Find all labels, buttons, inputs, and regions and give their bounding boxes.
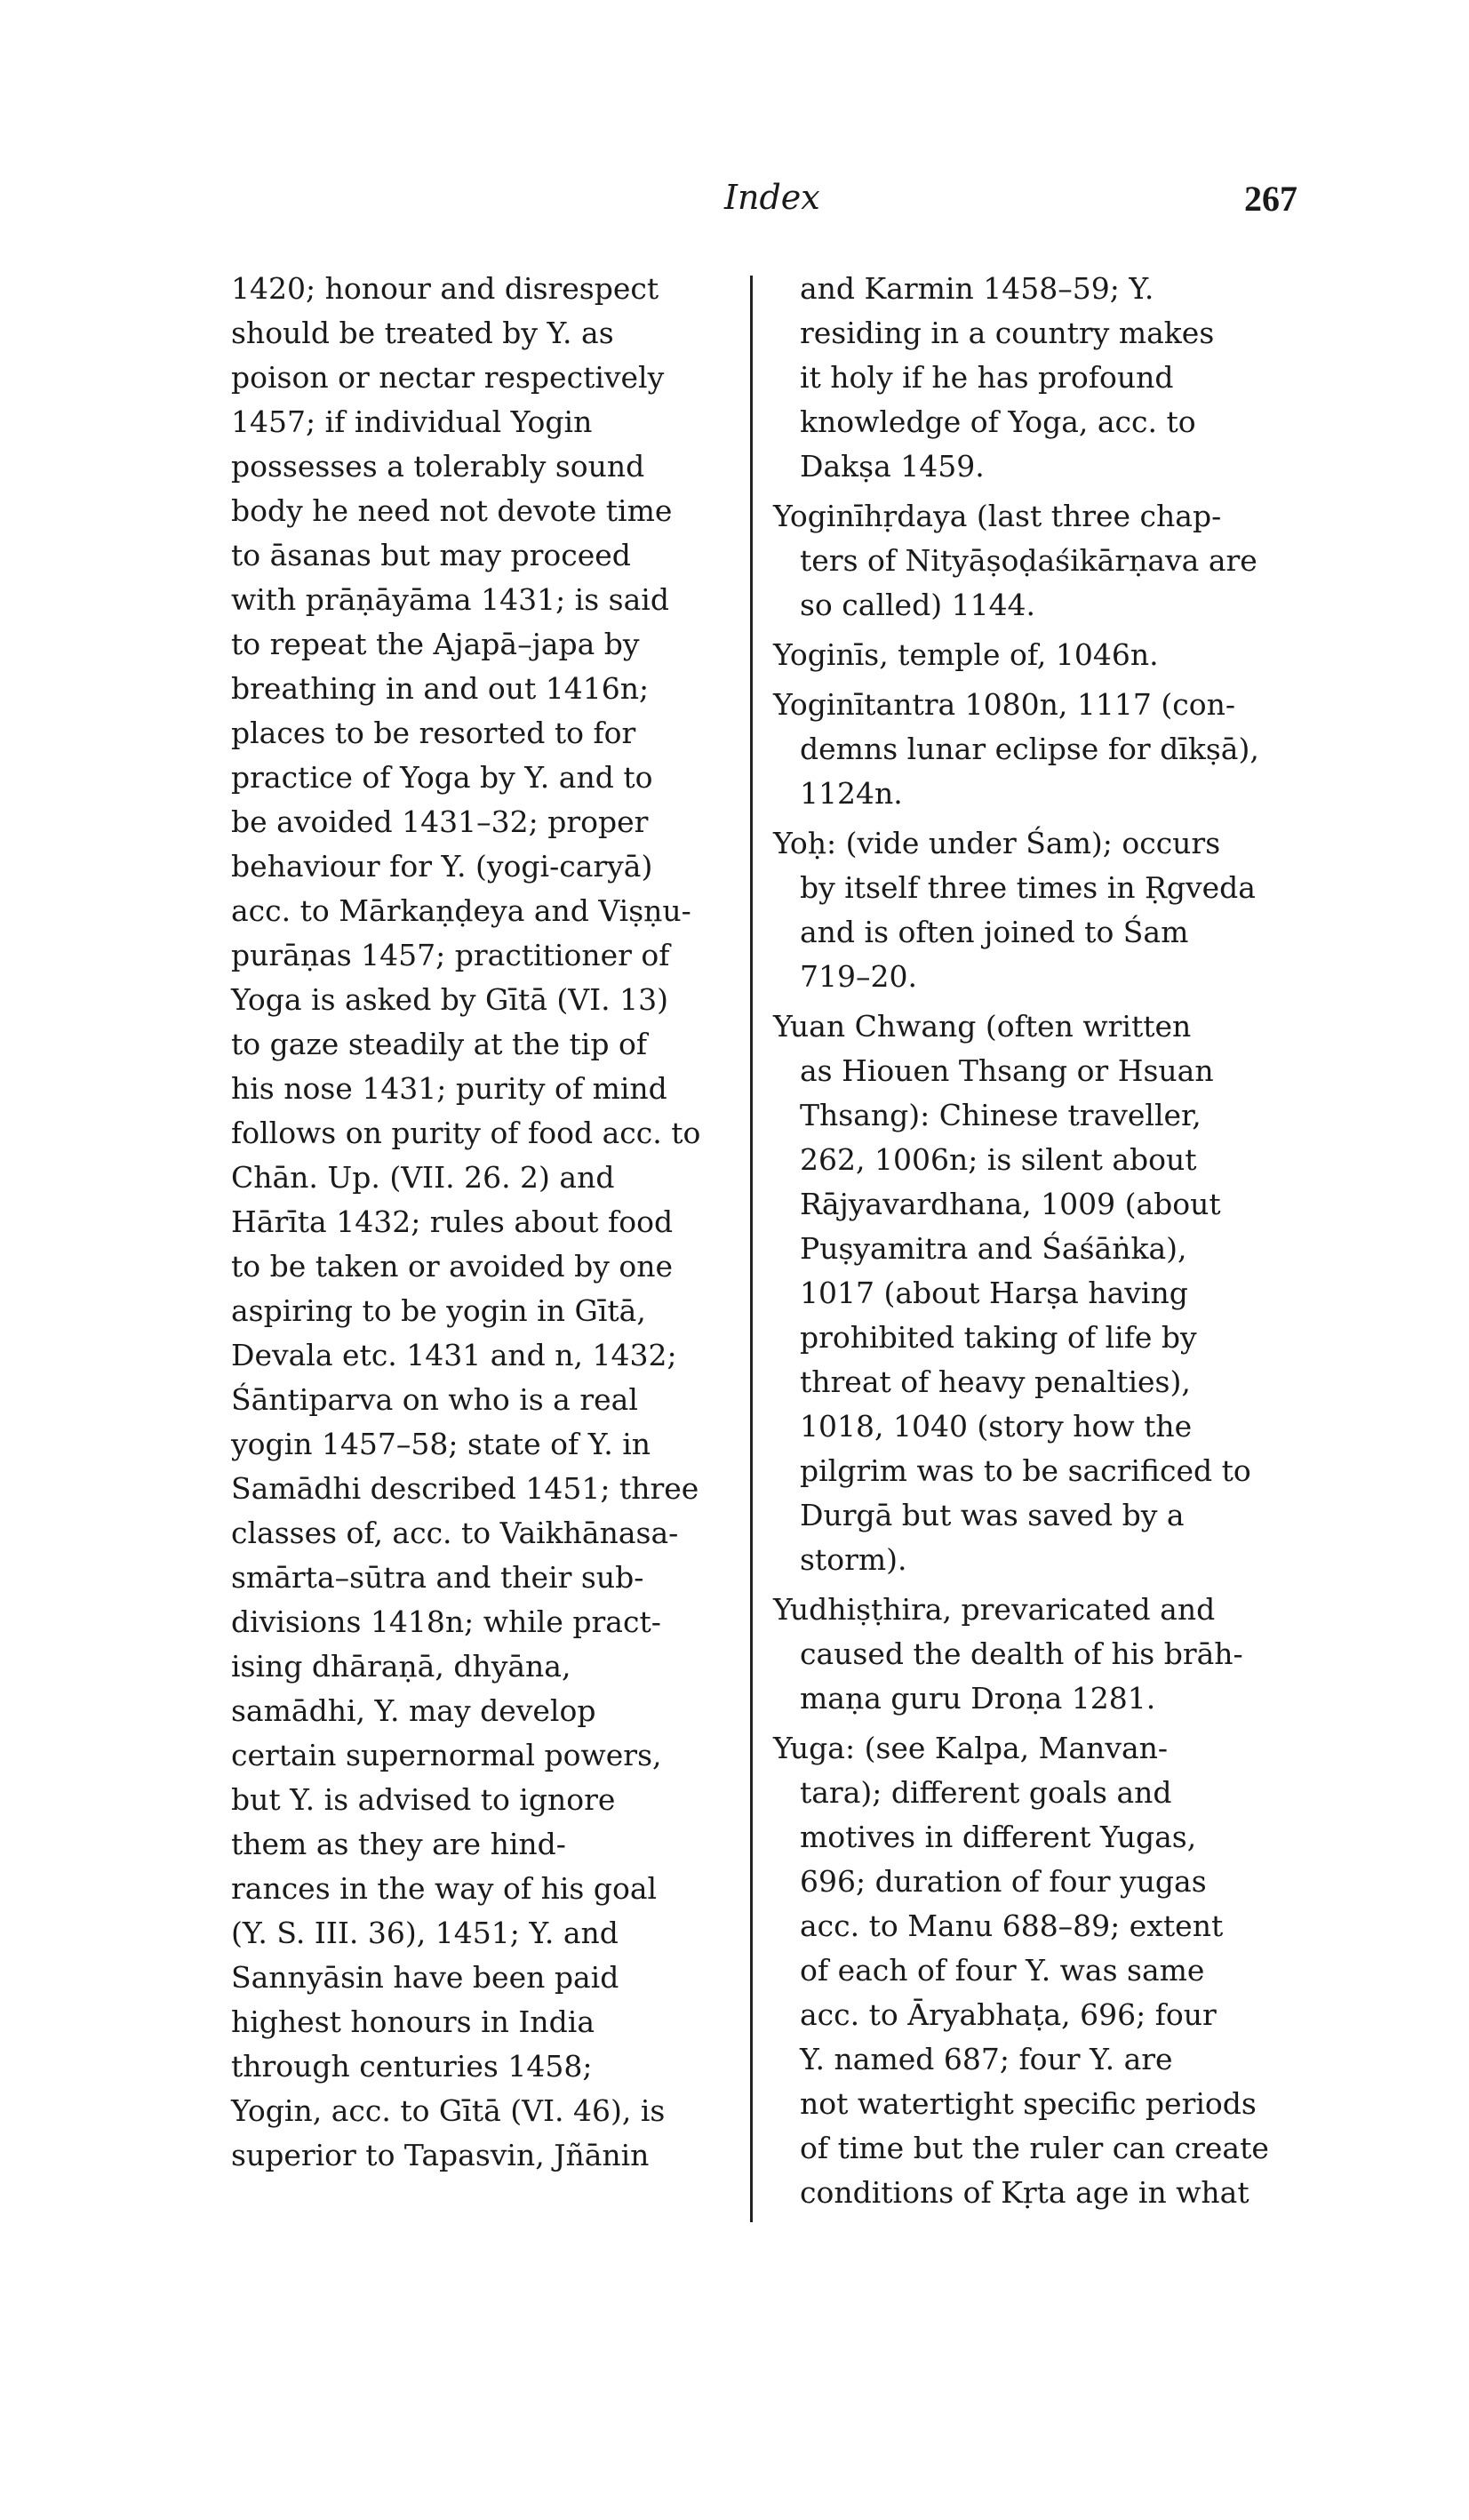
index-line: Puṣyamitra and Śaśāṅka),: [800, 1231, 1187, 1266]
index-line: Hārīta 1432; rules about food: [231, 1204, 674, 1239]
index-line: 1018, 1040 (story how the: [800, 1409, 1193, 1444]
index-line: be avoided 1431–32; proper: [231, 804, 649, 839]
index-line: Devala etc. 1431 and n, 1432;: [231, 1338, 677, 1372]
index-line: 262, 1006n; is silent about: [800, 1142, 1197, 1177]
index-line: certain supernormal powers,: [231, 1738, 662, 1772]
index-entry: [773, 1588, 1289, 1721]
index-line: breathing in and out 1416n;: [231, 671, 650, 706]
index-line: places to be resorted to for: [231, 716, 636, 750]
index-line: highest honours in India: [231, 2004, 595, 2039]
index-line: poison or nectar respectively: [231, 360, 665, 395]
index-line: and is often joined to Śam: [800, 915, 1189, 949]
index-line: follows on purity of food acc. to: [231, 1116, 701, 1150]
index-line: and Karmin 1458–59; Y.: [800, 271, 1154, 306]
index-line: Durgā but was saved by a: [800, 1498, 1185, 1532]
index-entry-headword-line: Yudhiṣṭhira, prevaricated and: [773, 1592, 1216, 1627]
index-line: with prāṇāyāma 1431; is said: [231, 582, 669, 617]
index-line: Śāntiparva on who is a real: [231, 1382, 638, 1417]
index-line: residing in a country makes: [800, 316, 1215, 350]
index-line: possesses a tolerably sound: [231, 449, 645, 484]
index-line: acc. to Mārkaṇḍeya and Viṣṇu-: [231, 893, 691, 928]
index-line: yogin 1457–58; state of Y. in: [231, 1427, 651, 1461]
index-left-column: [231, 267, 729, 2178]
column-divider: [750, 276, 753, 2222]
index-entry-headword-line: Yoginīs, temple of, 1046n.: [773, 637, 1159, 672]
index-line: Chān. Up. (VII. 26. 2) and: [231, 1160, 615, 1195]
index-line: 719–20.: [800, 959, 917, 994]
index-line: but Y. is advised to ignore: [231, 1782, 616, 1817]
index-line: 1420; honour and disrespect: [231, 271, 659, 306]
index-line: Thsang): Chinese traveller,: [800, 1098, 1202, 1132]
index-line: pilgrim was to be sacrificed to: [800, 1453, 1251, 1488]
index-line: so called) 1144.: [800, 588, 1036, 622]
index-line: ising dhāraṇā, dhyāna,: [231, 1649, 571, 1684]
index-line: maṇa guru Droṇa 1281.: [800, 1681, 1156, 1716]
index-line: to āsanas but may proceed: [231, 538, 631, 572]
index-line: Yogin, acc. to Gītā (VI. 46), is: [231, 2093, 666, 2128]
index-line: acc. to Manu 688–89; extent: [800, 1908, 1224, 1943]
index-entry: [773, 821, 1289, 999]
index-line: ters of Nityāṣoḍaśikārṇava are: [800, 543, 1257, 578]
index-entry-headword-line: Yoginītantra 1080n, 1117 (con-: [773, 687, 1235, 722]
index-line: it holy if he has profound: [800, 360, 1174, 395]
index-line: 1017 (about Harṣa having: [800, 1276, 1188, 1310]
index-line: his nose 1431; purity of mind: [231, 1071, 667, 1106]
index-line: 696; duration of four yugas: [800, 1864, 1207, 1899]
page-header: [231, 178, 1297, 231]
index-line: superior to Tapasvin, Jñānin: [231, 2138, 650, 2172]
index-line: tara); different goals and: [800, 1775, 1172, 1810]
index-entry: [773, 1004, 1289, 1582]
index-line: Yoga is asked by Gītā (VI. 13): [231, 982, 668, 1017]
index-line: conditions of Kṛta age in what: [800, 2175, 1249, 2210]
index-line: knowledge of Yoga, acc. to: [800, 404, 1196, 439]
index-entry: [773, 267, 1289, 489]
index-line: should be treated by Y. as: [231, 316, 614, 350]
index-line: smārta–sūtra and their sub-: [231, 1560, 644, 1595]
index-line: prohibited taking of life by: [800, 1320, 1197, 1355]
index-entry: [773, 494, 1289, 628]
index-entry-headword-line: Yuga: (see Kalpa, Manvan-: [773, 1731, 1169, 1765]
page-number: 267: [1244, 179, 1297, 219]
index-line: samādhi, Y. may develop: [231, 1693, 596, 1728]
index-line: purāṇas 1457; practitioner of: [231, 938, 670, 972]
index-line: rances in the way of his goal: [231, 1871, 658, 1906]
index-line: through centuries 1458;: [231, 2049, 593, 2084]
index-line: to repeat the Ajapā–japa by: [231, 627, 640, 661]
index-line: Y. named 687; four Y. are: [800, 2042, 1173, 2076]
index-line: Samādhi described 1451; three: [231, 1471, 699, 1506]
index-line: Sannyāsin have been paid: [231, 1960, 619, 1995]
index-entry-headword-line: Yoginīhṛdaya (last three chap-: [773, 499, 1222, 533]
index-line: of time but the ruler can create: [800, 2131, 1269, 2165]
index-line: to be taken or avoided by one: [231, 1249, 674, 1284]
index-line: motives in different Yugas,: [800, 1820, 1197, 1854]
index-line: body he need not devote time: [231, 493, 673, 528]
index-line: divisions 1418n; while pract-: [231, 1604, 661, 1639]
index-line: 1457; if individual Yogin: [231, 404, 593, 439]
index-line: aspiring to be yogin in Gītā,: [231, 1293, 646, 1328]
running-head-title: Index: [724, 178, 820, 217]
index-entry: [773, 633, 1289, 677]
index-line: practice of Yoga by Y. and to: [231, 760, 653, 795]
index-line: behaviour for Y. (yogi-caryā): [231, 849, 653, 884]
index-line: by itself three times in Ṛgveda: [800, 870, 1256, 905]
index-entry-headword-line: Yuan Chwang (often written: [773, 1009, 1192, 1044]
index-line: of each of four Y. was same: [800, 1953, 1205, 1988]
index-entry: [773, 683, 1289, 816]
index-entry-headword-line: Yoḥ: (vide under Śam); occurs: [773, 826, 1221, 860]
index-line: caused the dealth of his brāh-: [800, 1636, 1243, 1671]
index-right-column: [773, 267, 1289, 2215]
index-line: 1124n.: [800, 776, 903, 811]
index-line: them as they are hind-: [231, 1827, 566, 1861]
index-line: to gaze steadily at the tip of: [231, 1027, 648, 1061]
index-entry: [773, 1726, 1289, 2215]
index-line: Rājyavardhana, 1009 (about: [800, 1187, 1221, 1221]
index-line: Dakṣa 1459.: [800, 449, 985, 484]
index-line: (Y. S. III. 36), 1451; Y. and: [231, 1916, 619, 1950]
index-line: not watertight specific periods: [800, 2086, 1257, 2121]
index-line: acc. to Āryabhaṭa, 696; four: [800, 1997, 1217, 2032]
index-line: classes of, acc. to Vaikhānasa-: [231, 1516, 679, 1550]
index-line: threat of heavy penalties),: [800, 1364, 1191, 1399]
index-line: demns lunar eclipse for dīkṣā),: [800, 732, 1259, 766]
index-line: storm).: [800, 1542, 907, 1577]
index-line: as Hiouen Thsang or Hsuan: [800, 1053, 1214, 1088]
